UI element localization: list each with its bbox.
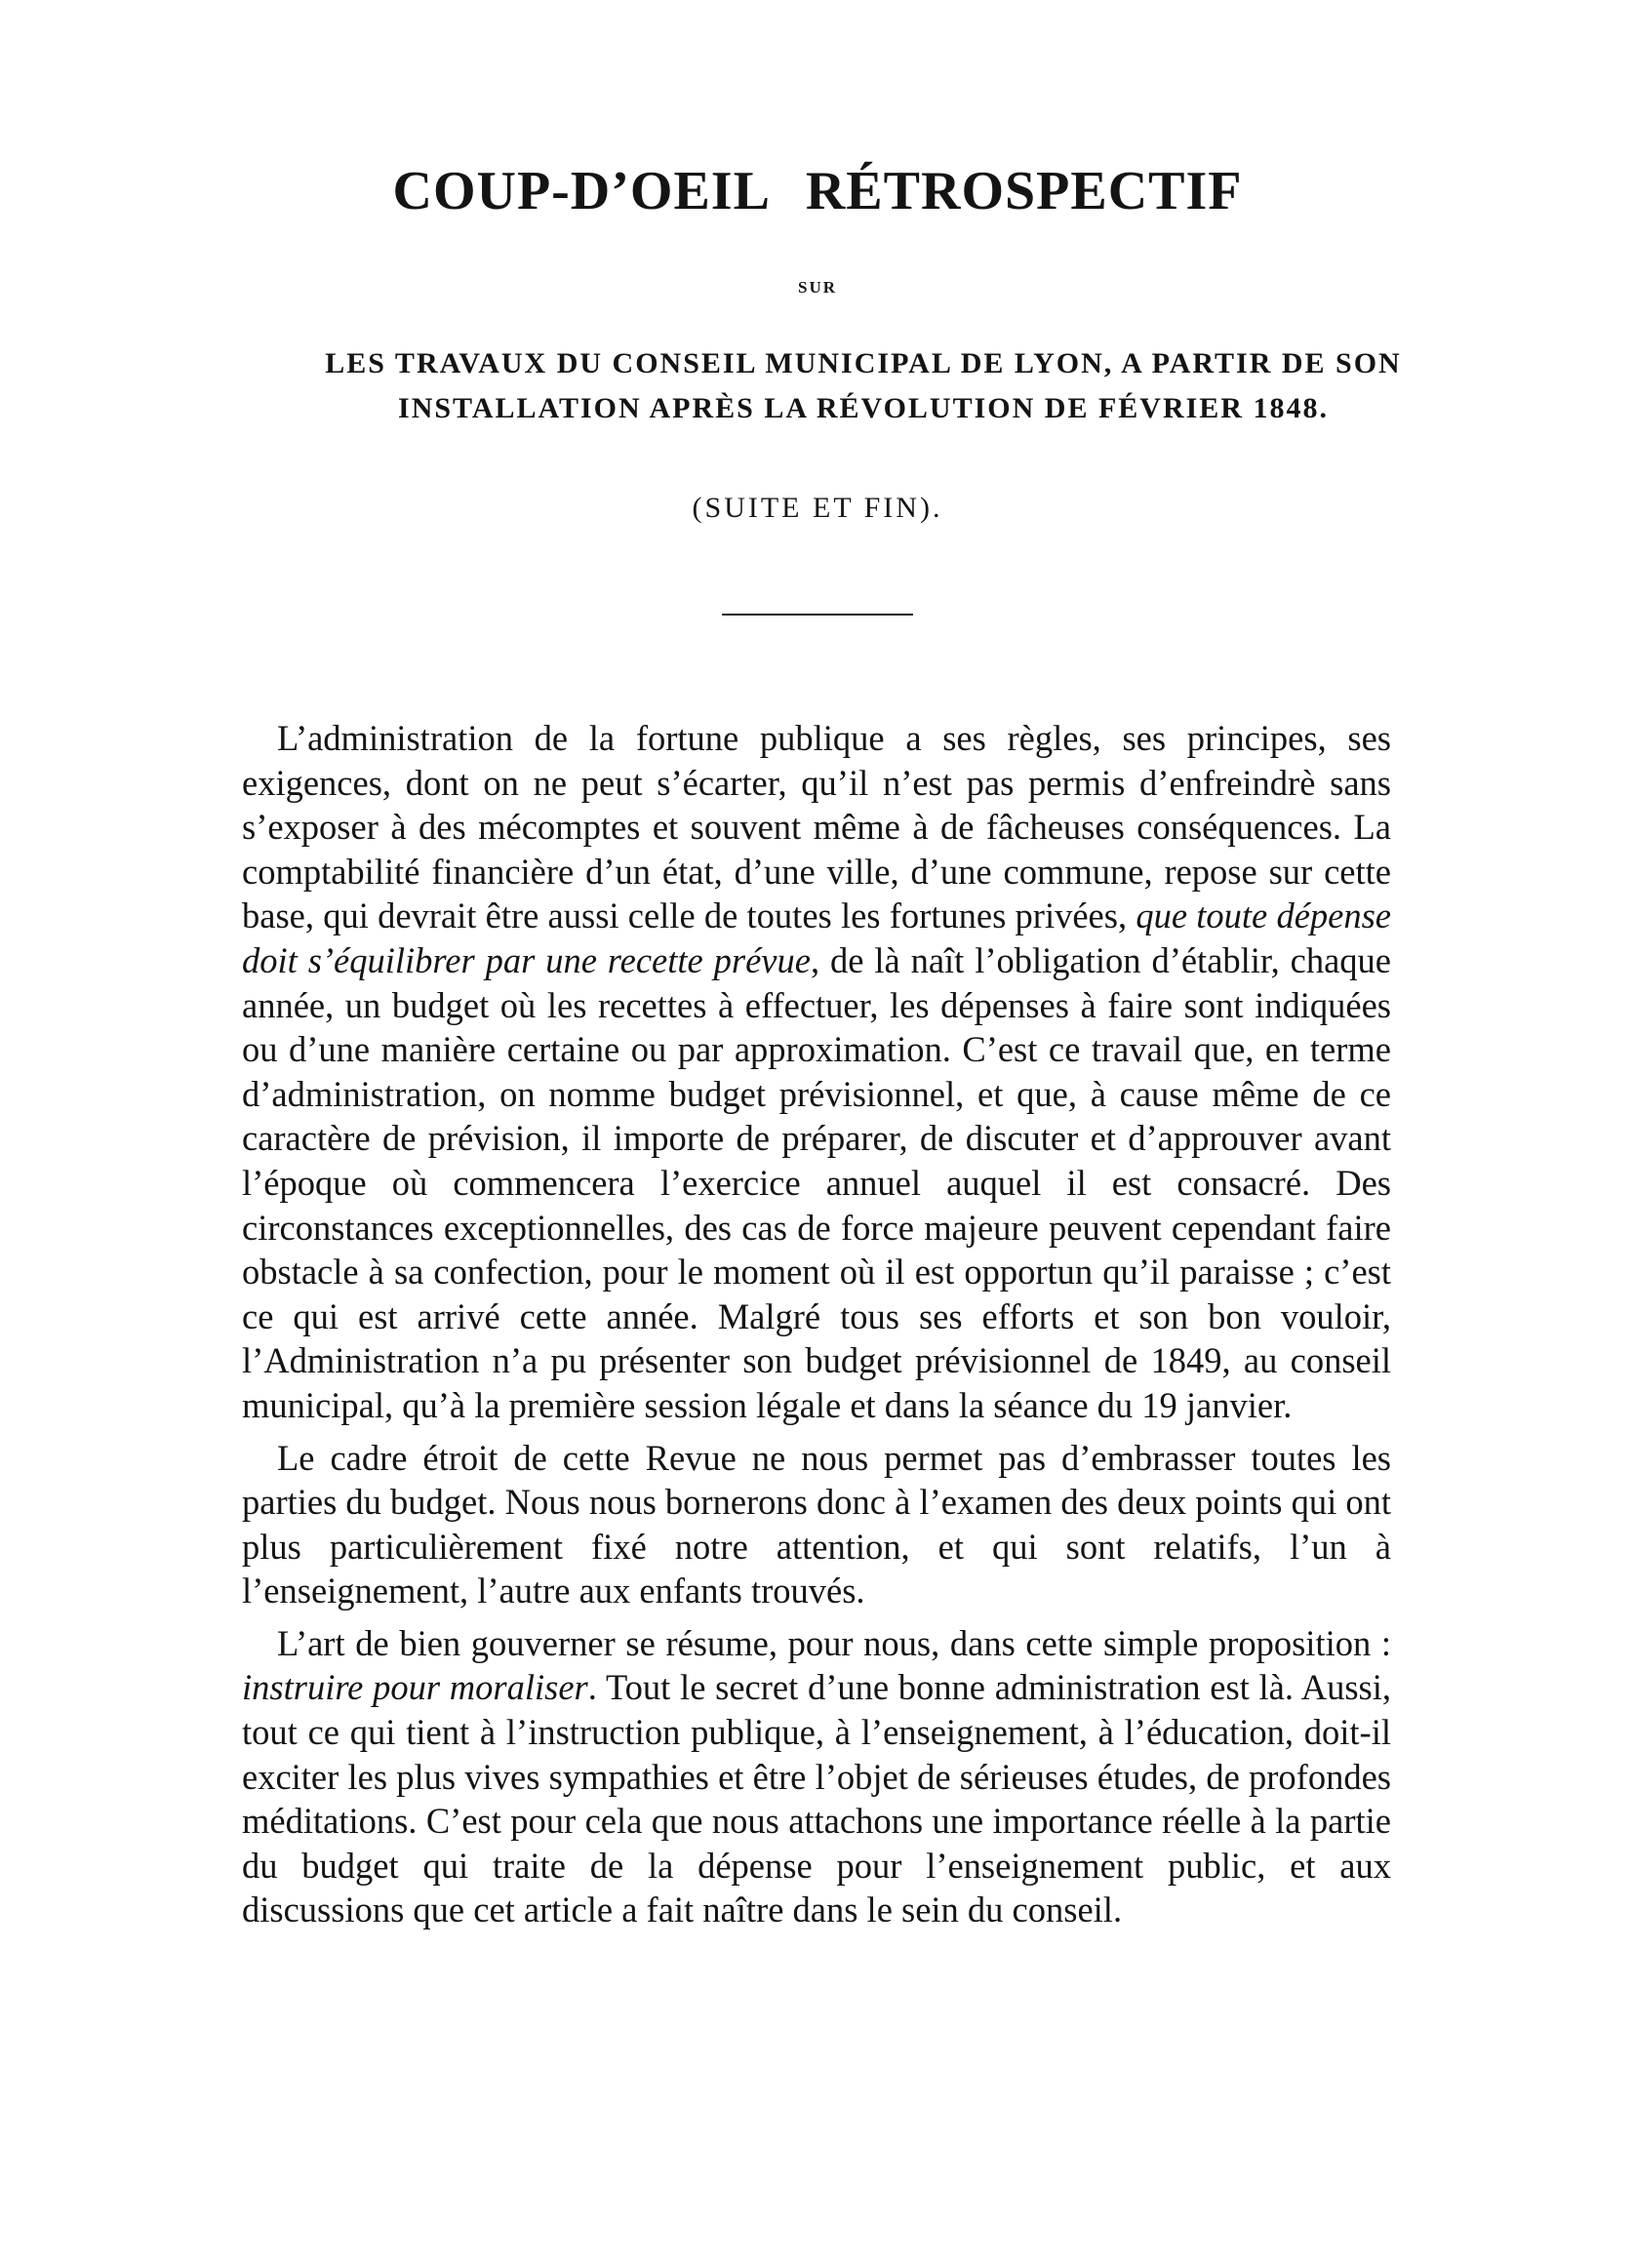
paragraph-1-emphasis: que toute dépense doit s’équilibrer par une recette prévue: [242, 895, 1391, 980]
subtitle-line-1: LES TRAVAUX DU CONSEIL MUNICIPAL DE LYON, A PARTIR DE SON: [325, 347, 1402, 379]
continuation-note: (SUITE ET FIN).: [692, 492, 943, 524]
title-connector: SUR: [797, 278, 837, 297]
paragraph-3-text-a: L’art de bien gouverner se résume, pour nous, dans cette simple proposition :: [277, 1622, 1391, 1663]
document-subtitle: [322, 341, 1405, 431]
section-divider: [722, 614, 913, 616]
paragraph-3-text-b: . Tout le secret d’une bonne administration est là. Aussi, tout ce qui tient à l’instruction publique, à l’enseignement, à l’éducation, doit-il exciter les plus vives sympathies et être l’objet de sérieuses études, de profondes méditations. C’est pour cela que nous attachons une importance réelle à la partie du budget qui traite de la dépense pour l’enseignement public, et aux discussions que cet article a fait naître dans le sein du conseil.: [242, 1667, 1391, 1930]
paragraph-1-text-b: , de là naît l’obligation d’établir, chaque année, un budget où les recettes à effectuer, les dépenses à faire sont indiquées ou d’une manière certaine ou par approximation. C’est ce travail que, en terme d’administration, on nomme budget prévisionnel, et que, à cause même de ce caractère de prévision, il importe de préparer, de discuter et d’approuver avant l’époque où commencera l’exercice annuel auquel il est consacré. Des circonstances exceptionnelles, des cas de force majeure peuvent cependant faire obstacle à sa confection, pour le moment où il est opportun qu’il paraisse ; c’est ce qui est arrivé cette année. Malgré tous ses efforts et son bon vouloir, l’Administration n’a pu présenter son budget prévisionnel de 1849, au conseil municipal, qu’à la première session légale et dans la séance du 19 janvier.: [242, 939, 1391, 1425]
paragraph-2: [242, 1436, 1391, 1613]
paragraph-1-text-a: L’administration de la fortune publique a ses règles, ses principes, ses exigences, dont on ne peut s’écarter, qu’il n’est pas permis d’enfreindrè sans s’exposer à des mécomptes et souvent même à de fâcheuses conséquences. La comptabilité financière d’un état, d’une ville, d’une commune, repose sur cette base, qui devrait être aussi celle de toutes les fortunes privées,: [242, 718, 1391, 936]
paragraph-2-text: Le cadre étroit de cette Revue ne nous permet pas d’embrasser toutes les parties du budget. Nous nous bornerons donc à l’examen des deux points qui ont plus particulièrement fixé notre attention, et qui sont relatifs, l’un à l’enseignement, l’autre aux enfants trouvés.: [242, 1437, 1391, 1611]
paragraph-3: [242, 1621, 1391, 1932]
paragraph-3-emphasis: instruire pour moraliser: [242, 1667, 588, 1708]
paragraph-1: [242, 716, 1391, 1428]
body-text: [242, 716, 1391, 1932]
document-title: COUP-D’OEIL RÉTROSPECTIF: [392, 161, 1243, 221]
subtitle-line-2: INSTALLATION APRÈS LA RÉVOLUTION DE FÉVRIER 1848.: [398, 392, 1329, 424]
